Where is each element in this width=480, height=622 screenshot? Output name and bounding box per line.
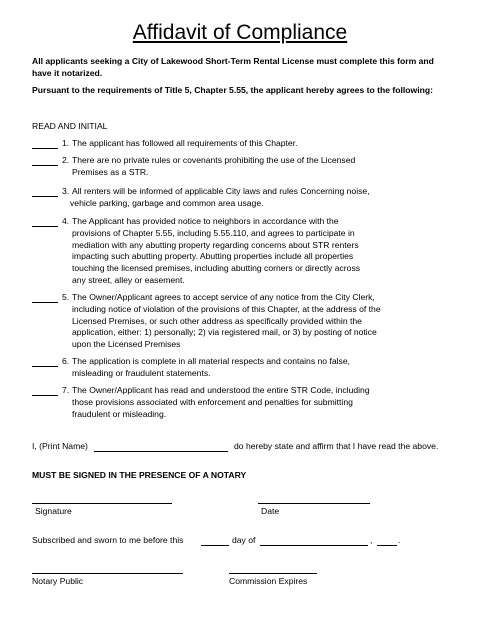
sworn-statement: Subscribed and sworn to me before this <box>32 535 184 545</box>
read-and-initial-label: READ AND INITIAL <box>32 121 108 131</box>
item-line: including notice of violation of the provisions of this Chapter, at the address of the <box>72 303 381 314</box>
item-line: impacting such abutting property. Abutting properties include all properties <box>72 251 354 262</box>
item-line: application, either: 1) personally; 2) via registered mail, or 3) by posting of notice <box>72 327 377 338</box>
item-line: misleading or fraudulent statements. <box>72 367 211 378</box>
item-line: Premises as a STR. <box>72 166 149 177</box>
item-number: 2. <box>62 155 70 165</box>
date-label: Date <box>261 506 280 516</box>
notary-public-label: Notary Public <box>32 576 84 586</box>
item-line: The Owner/Applicant has read and understood the entire STR Code, including <box>72 385 370 395</box>
item-line: Licensed Premises, or such other address as specifically provided within the <box>72 315 362 326</box>
commission-expires-field[interactable] <box>229 573 317 574</box>
initial-blank-7[interactable] <box>32 395 58 396</box>
item-line: upon the Licensed Premises <box>72 339 181 350</box>
item-number: 4. <box>62 216 70 226</box>
item-number: 5. <box>62 292 70 302</box>
sworn-month-field[interactable] <box>260 545 368 546</box>
item-line: those provisions associated with enforcement and penalties for submitting <box>72 396 353 407</box>
item-line: The Applicant has provided notice to neighbors in accordance with the <box>72 216 339 226</box>
item-line: any street, alley or easement. <box>72 274 185 285</box>
initial-blank-6[interactable] <box>32 366 58 367</box>
print-name-label: I, (Print Name) <box>32 441 88 451</box>
item-line: fraudulent or misleading. <box>72 408 167 419</box>
initial-blank-5[interactable] <box>32 302 58 303</box>
sworn-comma: , <box>370 535 373 545</box>
sworn-day-of-label: day of <box>232 535 256 545</box>
notary-public-field[interactable] <box>32 573 183 574</box>
signature-field[interactable] <box>32 503 172 504</box>
sworn-period: . <box>398 535 401 545</box>
print-name-field[interactable] <box>94 451 228 452</box>
item-line: touching the licensed premises, including abutting corners or directly across <box>72 263 361 274</box>
item-line: vehicle parking, garbage and common area usage. <box>70 197 264 208</box>
commission-expires-label: Commission Expires <box>229 576 308 586</box>
item-line: provisions of Chapter 5.55, including 5.55.110, and agrees to participate in <box>72 227 355 238</box>
affirm-statement: do hereby state and affirm that I have read the above. <box>234 441 439 451</box>
date-field[interactable] <box>258 503 370 504</box>
item-number: 6. <box>62 356 70 366</box>
item-number: 3. <box>62 186 70 196</box>
initial-blank-3[interactable] <box>32 196 58 197</box>
item-line: The application is complete in all material respects and contains no false, <box>72 356 351 366</box>
sworn-year-field[interactable] <box>377 545 397 546</box>
document-title: Affidavit of Compliance <box>132 21 348 44</box>
item-line: mediation with any abutting property regarding concerns about STR renters <box>72 239 359 250</box>
item-line: All renters will be informed of applicable City laws and rules Concerning noise, <box>72 186 370 196</box>
initial-blank-2[interactable] <box>32 165 58 166</box>
item-line: The applicant has followed all requirements of this Chapter. <box>72 138 298 148</box>
item-number: 1. <box>62 138 70 148</box>
item-line: There are no private rules or covenants prohibiting the use of the Licensed <box>72 155 356 165</box>
item-line: The Owner/Applicant agrees to accept service of any notice from the City Clerk, <box>72 292 375 302</box>
initial-blank-1[interactable] <box>32 148 58 149</box>
item-number: 7. <box>62 385 70 395</box>
intro-paragraph-1: All applicants seeking a City of Lakewood Short-Term Rental License must complete this form and have it notarized. <box>32 56 434 78</box>
notary-heading: MUST BE SIGNED IN THE PRESENCE OF A NOTARY <box>32 470 247 480</box>
initial-blank-4[interactable] <box>32 226 58 227</box>
signature-label: Signature <box>35 506 72 516</box>
sworn-day-field[interactable] <box>201 545 229 546</box>
intro-paragraph-2: Pursuant to the requirements of Title 5, Chapter 5.55, the applicant hereby agrees to the following: <box>32 85 433 95</box>
